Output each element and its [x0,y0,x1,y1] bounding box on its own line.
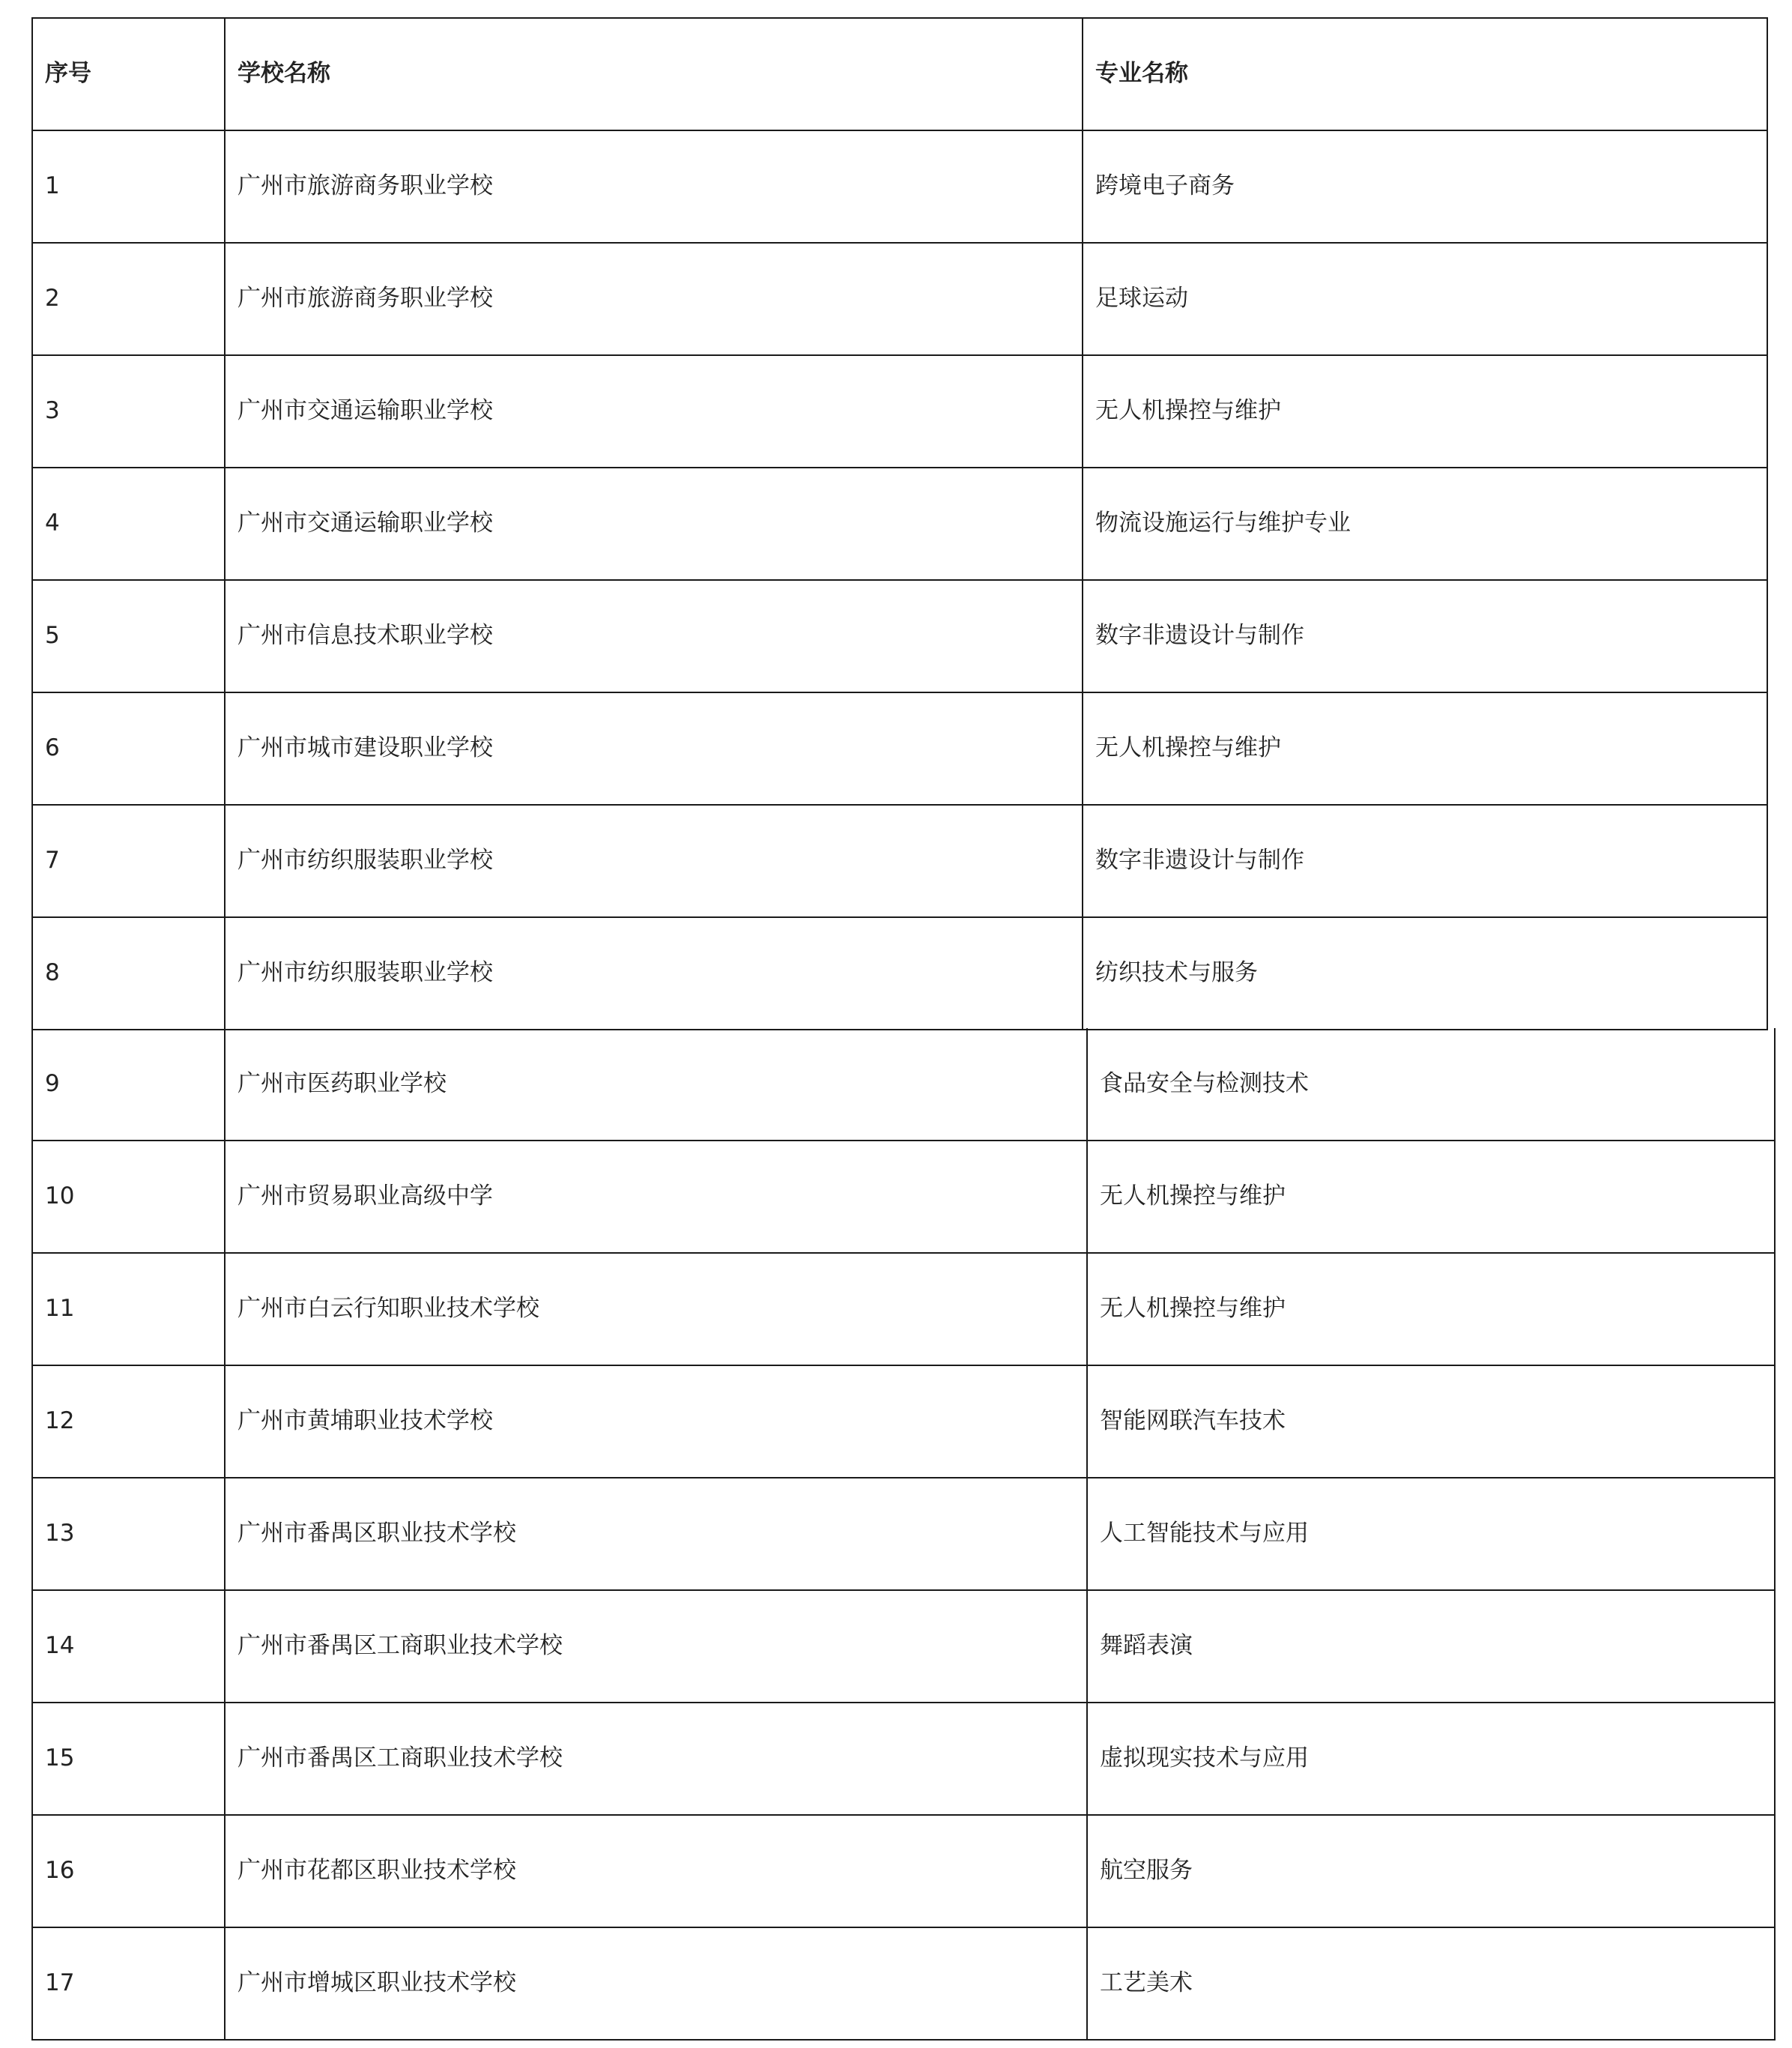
table-row [32,1927,1775,2040]
table-row [32,1028,1775,1141]
cell-major: 纺织技术与服务 [1083,917,1767,1030]
cell-major: 人工智能技术与应用 [1087,1478,1775,1590]
table-row [32,243,1767,355]
cell-major: 物流设施运行与维护专业 [1083,468,1767,580]
table-header-row [32,18,1767,130]
cell-school: 广州市纺织服装职业学校 [225,917,1083,1030]
cell-index: 3 [32,355,225,468]
cell-index: 5 [32,580,225,692]
cell-major: 无人机操控与维护 [1087,1253,1775,1365]
cell-major: 智能网联汽车技术 [1087,1365,1775,1478]
cell-school: 广州市番禺区工商职业技术学校 [225,1703,1087,1815]
cell-index: 1 [32,130,225,243]
cell-index: 8 [32,917,225,1030]
table-row [32,805,1767,917]
cell-school: 广州市黄埔职业技术学校 [225,1365,1087,1478]
cell-index: 13 [32,1478,225,1590]
header-school-name: 学校名称 [225,18,1083,130]
table-row [32,1815,1775,1927]
table-row [32,1141,1775,1253]
cell-index: 2 [32,243,225,355]
table-row [32,1253,1775,1365]
cell-school: 广州市番禺区工商职业技术学校 [225,1590,1087,1703]
cell-school: 广州市城市建设职业学校 [225,692,1083,805]
cell-index: 4 [32,468,225,580]
cell-major: 航空服务 [1087,1815,1775,1927]
cell-index: 17 [32,1927,225,2040]
cell-major: 工艺美术 [1087,1927,1775,2040]
cell-major: 无人机操控与维护 [1083,355,1767,468]
cell-school: 广州市信息技术职业学校 [225,580,1083,692]
cell-school: 广州市花都区职业技术学校 [225,1815,1087,1927]
cell-major: 数字非遗设计与制作 [1083,805,1767,917]
cell-index: 10 [32,1141,225,1253]
cell-index: 15 [32,1703,225,1815]
cell-major: 食品安全与检测技术 [1087,1028,1775,1141]
table-row [32,130,1767,243]
school-major-table-part-2 [31,1028,1776,2041]
cell-school: 广州市纺织服装职业学校 [225,805,1083,917]
cell-major: 足球运动 [1083,243,1767,355]
cell-school: 广州市贸易职业高级中学 [225,1141,1087,1253]
table-row [32,580,1767,692]
cell-index: 12 [32,1365,225,1478]
cell-school: 广州市交通运输职业学校 [225,355,1083,468]
cell-index: 11 [32,1253,225,1365]
table-row [32,1703,1775,1815]
cell-major: 数字非遗设计与制作 [1083,580,1767,692]
table-row [32,1590,1775,1703]
cell-school: 广州市白云行知职业技术学校 [225,1253,1087,1365]
cell-major: 无人机操控与维护 [1083,692,1767,805]
school-major-table-part-1 [31,17,1768,1030]
cell-index: 14 [32,1590,225,1703]
table-row [32,468,1767,580]
cell-index: 16 [32,1815,225,1927]
table-row [32,355,1767,468]
cell-index: 9 [32,1028,225,1141]
cell-major: 跨境电子商务 [1083,130,1767,243]
header-major-name: 专业名称 [1083,18,1767,130]
cell-school: 广州市番禺区职业技术学校 [225,1478,1087,1590]
cell-school: 广州市增城区职业技术学校 [225,1927,1087,2040]
cell-school: 广州市医药职业学校 [225,1028,1087,1141]
cell-major: 无人机操控与维护 [1087,1141,1775,1253]
cell-index: 7 [32,805,225,917]
cell-school: 广州市交通运输职业学校 [225,468,1083,580]
table-row [32,692,1767,805]
cell-school: 广州市旅游商务职业学校 [225,130,1083,243]
cell-major: 虚拟现实技术与应用 [1087,1703,1775,1815]
cell-index: 6 [32,692,225,805]
header-index: 序号 [32,18,225,130]
table-row [32,917,1767,1030]
table-row [32,1365,1775,1478]
table-row [32,1478,1775,1590]
cell-school: 广州市旅游商务职业学校 [225,243,1083,355]
cell-major: 舞蹈表演 [1087,1590,1775,1703]
